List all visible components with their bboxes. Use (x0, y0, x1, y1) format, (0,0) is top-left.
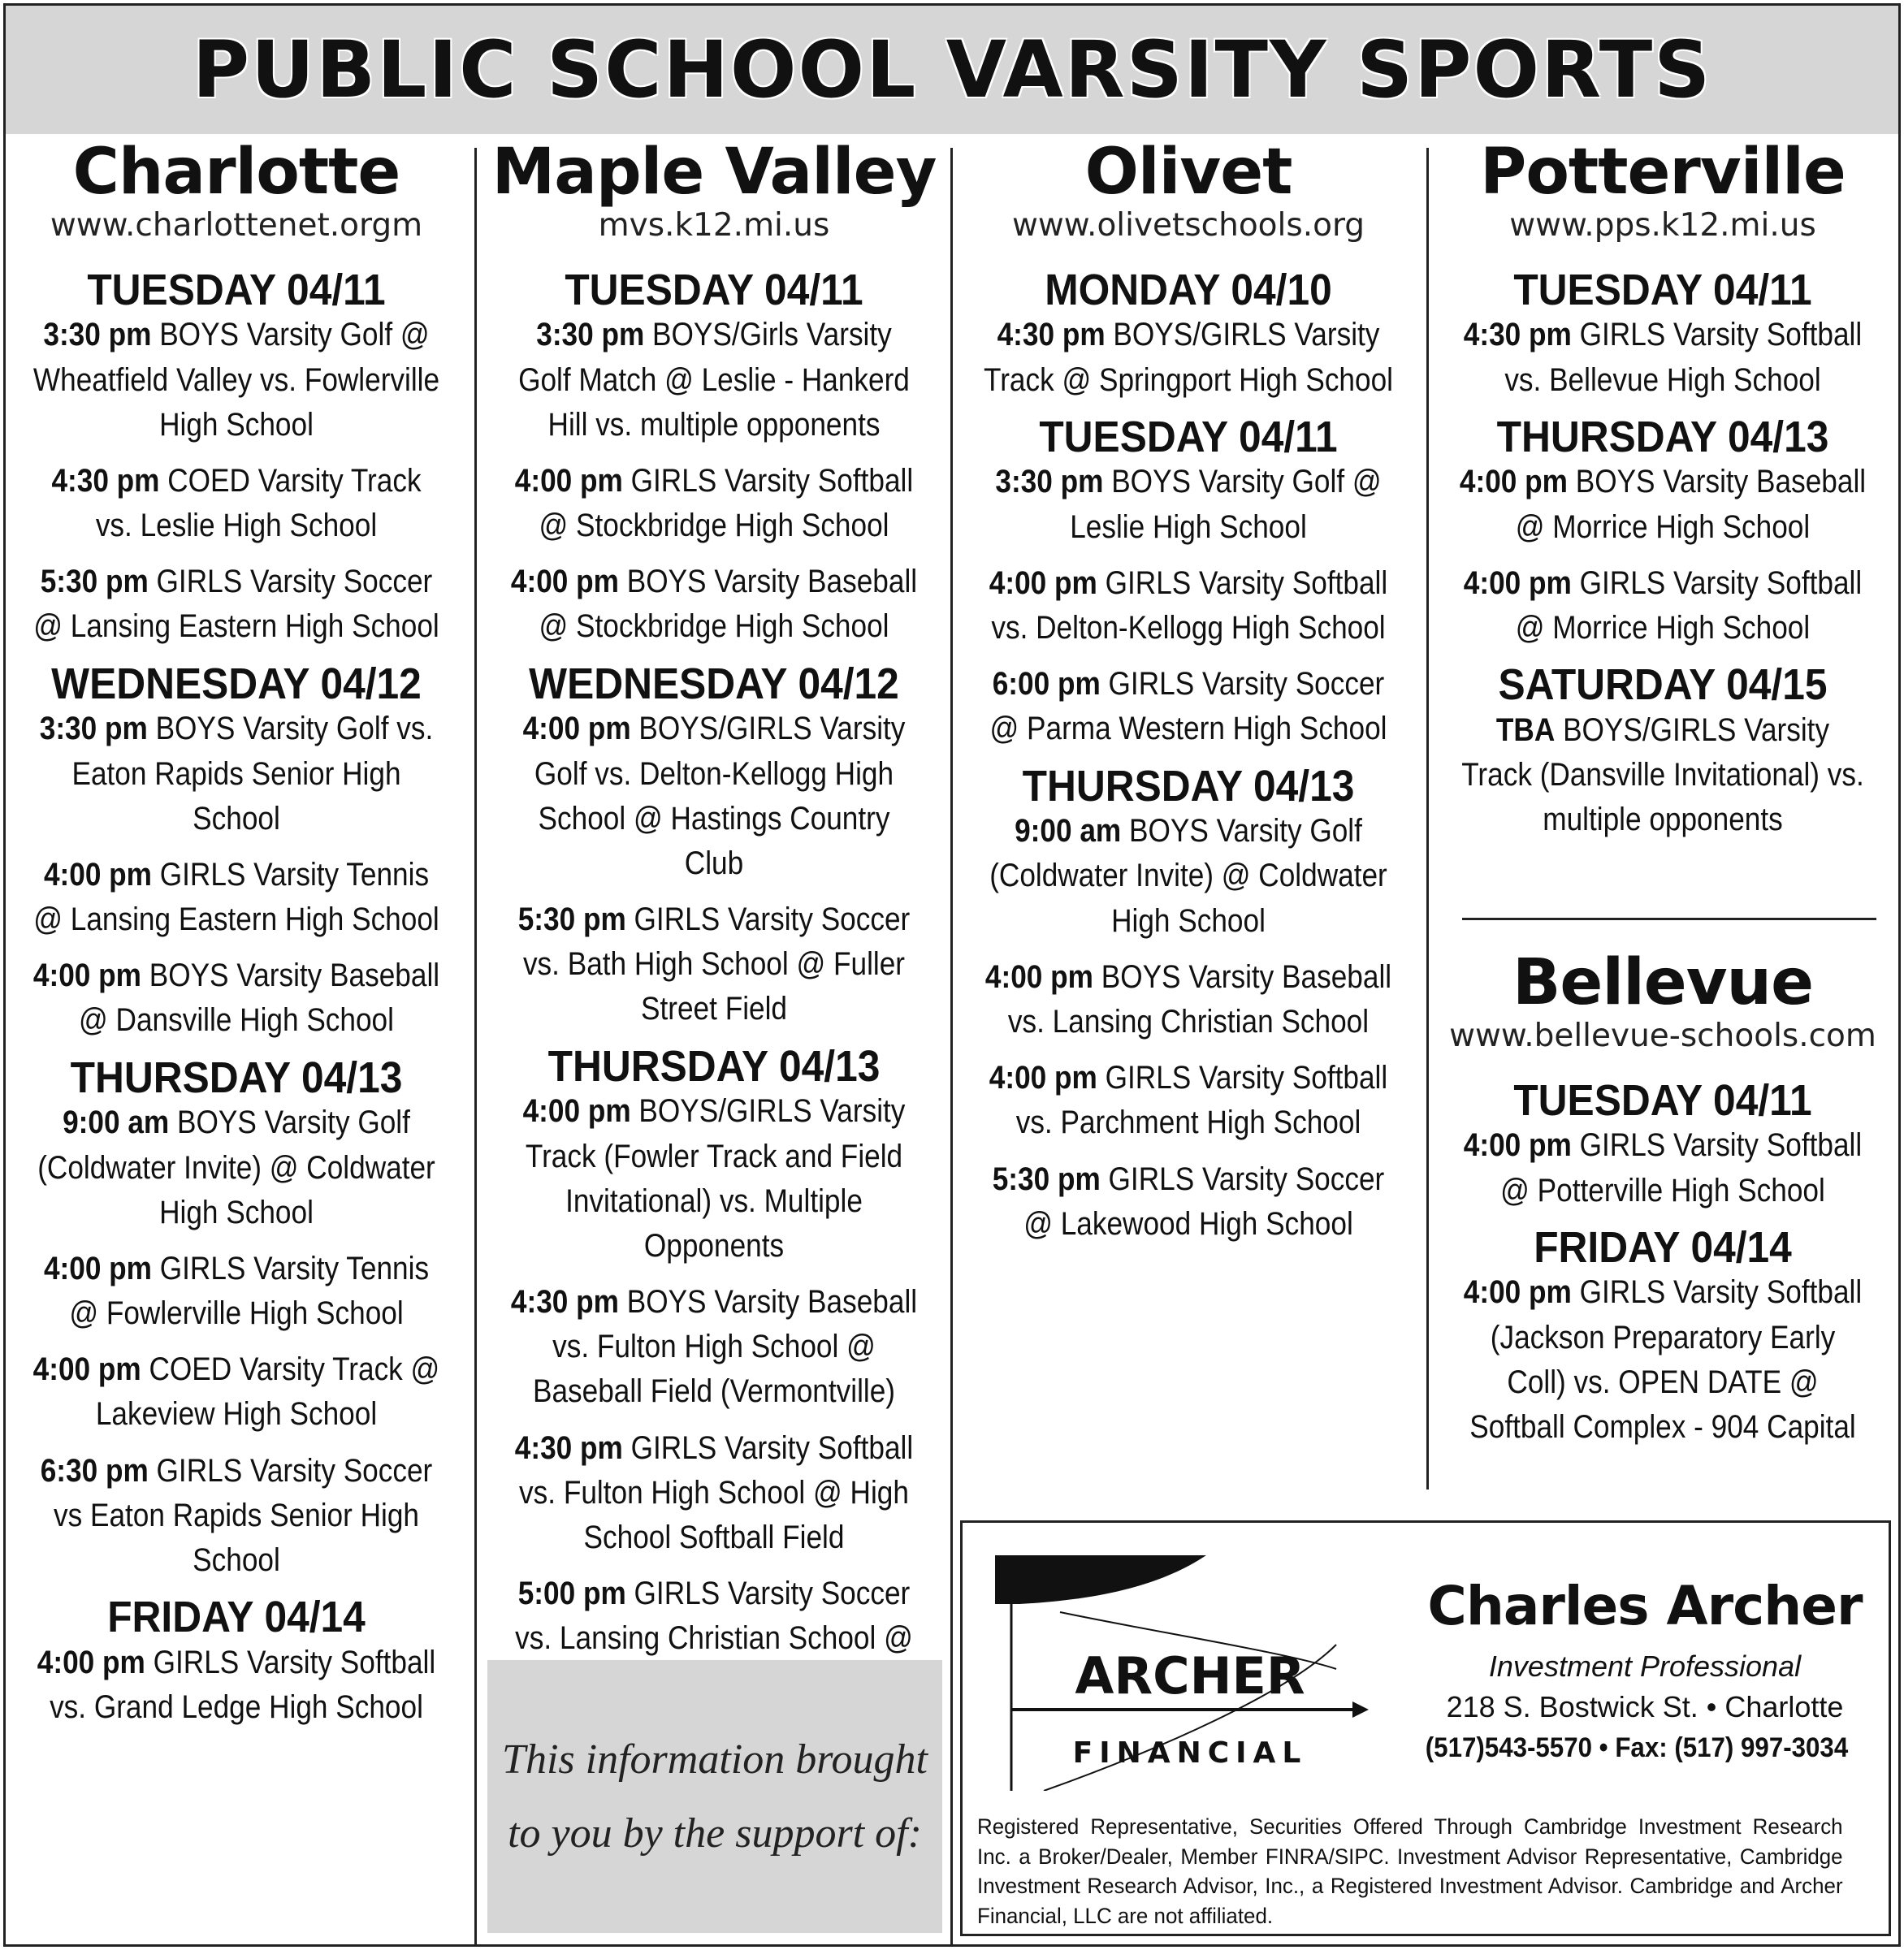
event-description: GIRLS Varsity Softball @ Potterville High School (1500, 1127, 1863, 1208)
event-time: 5:30 pm (992, 1161, 1101, 1197)
day-heading: THURSDAY 04/13 (547, 1041, 881, 1091)
event-item (31, 459, 441, 548)
school-website[interactable]: www.pps.k12.mi.us (1509, 206, 1816, 244)
day-heading: TUESDAY 04/11 (1513, 1075, 1812, 1125)
event-description: COED Varsity Track @ Lakeview High School (95, 1351, 440, 1433)
event-item (31, 1100, 441, 1235)
header-banner (6, 6, 1898, 134)
event-item (1457, 708, 1867, 843)
event-description: BOYS Varsity Golf (Coldwater Invite) @ Coldwater High School (37, 1105, 435, 1230)
event-time: 4:00 pm (1463, 564, 1572, 601)
event-item (31, 953, 441, 1043)
archer-financial-logo (995, 1555, 1369, 1791)
school-column-olivet (955, 136, 1422, 1258)
sponsor-note: This information brought to you by the support of: (502, 1736, 928, 1857)
event-time: 4:00 pm (984, 958, 1093, 995)
column-divider (1426, 148, 1429, 1490)
school-column-charlotte (3, 136, 470, 1741)
event-description: GIRLS Varsity Softball vs. Bellevue High School (1504, 317, 1863, 398)
event-item (508, 1089, 921, 1269)
event-time: 4:30 pm (514, 1429, 623, 1466)
event-time: 4:00 pm (1463, 1274, 1572, 1311)
event-time: 4:00 pm (522, 1093, 631, 1130)
event-time: 9:00 am (63, 1105, 170, 1141)
event-description: GIRLS Varsity Soccer vs. Bath High School @ Fuller Street Field (522, 901, 911, 1027)
event-item (31, 313, 441, 448)
event-item (983, 809, 1393, 944)
event-item (983, 662, 1393, 751)
day-heading: WEDNESDAY 04/12 (529, 659, 899, 708)
event-description: GIRLS Varsity Tennis @ Fowlerville High School (69, 1250, 430, 1332)
school-name: Bellevue (1512, 946, 1813, 1019)
advertiser-disclaimer: Registered Representative, Securities Offered Through Cambridge Investment Research Inc. a Broker/Dealer, Member FINRA/SIPC. Investment Advisor Representative, Cambridge Investment Research Advisor, Inc., a Registered Investment Advisor. Cambridge and Archer Financial, LLC are not affiliated. (977, 1814, 1843, 1929)
page-title: PUBLIC SCHOOL VARSITY SPORTS (192, 24, 1712, 115)
event-description: GIRLS Varsity Soccer vs Eaton Rapids Senior High School (53, 1452, 433, 1579)
event-time: 4:00 pm (37, 1644, 145, 1680)
event-item (508, 1280, 921, 1415)
event-time: 4:00 pm (1463, 1127, 1572, 1164)
section-divider (1462, 918, 1876, 920)
event-time: 3:30 pm (43, 317, 152, 353)
event-description: BOYS/GIRLS Varsity Track (Dansville Invitational) vs. multiple opponents (1461, 711, 1864, 838)
event-item (31, 560, 441, 649)
event-time: 4:00 pm (43, 856, 152, 893)
event-description: BOYS Varsity Baseball @ Morrice High School (1515, 464, 1867, 545)
event-item (1457, 1123, 1867, 1213)
event-time: 3:30 pm (536, 317, 645, 353)
event-item (31, 1247, 441, 1336)
advertiser-title: Investment Professional (1488, 1650, 1802, 1683)
school-name: Potterville (1480, 136, 1846, 209)
event-description: BOYS Varsity Golf vs. Eaton Rapids Senior High School (71, 711, 434, 837)
event-item (508, 459, 921, 548)
event-time: 5:30 pm (40, 564, 149, 600)
event-item (31, 1347, 441, 1437)
day-heading: TUESDAY 04/11 (87, 265, 386, 314)
school-name: Maple Valley (491, 136, 937, 209)
event-time: 4:00 pm (514, 462, 623, 499)
event-description: GIRLS Varsity Softball vs. Parchment High School (1015, 1060, 1388, 1141)
event-time: 3:30 pm (39, 711, 148, 747)
day-heading: THURSDAY 04/13 (70, 1053, 403, 1102)
event-item (508, 1426, 921, 1561)
school-column-potterville (1430, 136, 1896, 854)
sponsor-note-box (487, 1660, 942, 1933)
event-item (1457, 1270, 1867, 1450)
advertiser-name: Charles Archer (1427, 1575, 1863, 1637)
event-time: 4:00 pm (32, 1351, 141, 1388)
day-heading: WEDNESDAY 04/12 (51, 659, 422, 708)
event-item (983, 955, 1393, 1044)
event-item (508, 313, 921, 448)
event-item (31, 1641, 441, 1730)
event-description: BOYS Varsity Baseball @ Stockbridge High School (539, 564, 918, 645)
event-description: GIRLS Varsity Soccer @ Lakewood High School (1023, 1161, 1385, 1242)
event-description: GIRLS Varsity Softball (Jackson Preparatory Early Coll) vs. OPEN DATE @ Softball Complex - 904 Capital (1469, 1274, 1863, 1445)
event-time: 4:30 pm (1463, 317, 1572, 353)
event-time: 6:00 pm (992, 666, 1101, 703)
event-time: 3:30 pm (995, 464, 1104, 500)
event-time: 4:00 pm (510, 564, 619, 600)
event-description: COED Varsity Track vs. Leslie High School (95, 462, 422, 544)
event-time: 4:00 pm (1459, 464, 1568, 500)
event-item (1457, 460, 1867, 549)
event-item (983, 1056, 1393, 1145)
event-description: GIRLS Varsity Softball vs. Delton-Kellogg High School (991, 564, 1388, 646)
school-column-bellevue (1430, 946, 1896, 1461)
event-time: 4:00 pm (32, 958, 141, 994)
day-heading: SATURDAY 04/15 (1498, 660, 1828, 710)
event-item (508, 560, 921, 649)
advertisement (960, 1520, 1891, 1936)
event-time: 4:30 pm (997, 317, 1106, 353)
school-website[interactable]: www.olivetschools.org (1011, 206, 1365, 244)
event-description: GIRLS Varsity Softball vs. Grand Ledge High School (50, 1644, 436, 1726)
event-item (1457, 561, 1867, 651)
event-time: 4:00 pm (522, 711, 631, 747)
event-description: GIRLS Varsity Tennis @ Lansing Eastern High School (33, 856, 439, 938)
event-time: 9:00 am (1015, 813, 1122, 850)
event-time: 5:00 pm (517, 1576, 626, 1612)
school-name: Charlotte (72, 136, 400, 209)
advertiser-phone: (517)543-5570 • Fax: (517) 997-3034 (1425, 1732, 1849, 1763)
day-heading: THURSDAY 04/13 (1496, 412, 1829, 461)
event-description: GIRLS Varsity Soccer @ Lansing Eastern High School (33, 564, 439, 645)
event-description: GIRLS Varsity Soccer vs. Lansing Christian School @ (515, 1576, 913, 1657)
event-item (31, 1449, 441, 1584)
event-time: 4:00 pm (43, 1250, 152, 1286)
day-heading: TUESDAY 04/11 (565, 265, 863, 314)
event-description: BOYS Varsity Baseball @ Dansville High School (79, 958, 440, 1039)
event-item (31, 853, 441, 942)
event-time: 4:00 pm (989, 564, 1097, 601)
event-item (508, 897, 921, 1032)
event-description: GIRLS Varsity Softball @ Stockbridge High School (539, 462, 914, 544)
event-item (508, 707, 921, 886)
event-time: TBA (1495, 711, 1556, 748)
event-item (983, 1157, 1393, 1247)
day-heading: TUESDAY 04/11 (1039, 412, 1338, 461)
school-name: Olivet (1084, 136, 1292, 209)
school-website[interactable]: mvs.k12.mi.us (598, 206, 830, 244)
event-description: BOYS/GIRLS Varsity Track (Fowler Track and Field Invitational) vs. Multiple Opponents (525, 1093, 906, 1264)
event-time: 4:30 pm (51, 462, 160, 499)
event-description: BOYS/Girls Varsity Golf Match @ Leslie - Hankerd Hill vs. multiple opponents (518, 317, 910, 443)
day-heading: MONDAY 04/10 (1045, 265, 1332, 314)
day-heading: FRIDAY 04/14 (1534, 1222, 1792, 1272)
school-website[interactable]: www.charlottenet.orgm (50, 206, 423, 244)
logo-word-archer: ARCHER (1075, 1646, 1305, 1706)
event-description: GIRLS Varsity Soccer @ Parma Western High School (989, 666, 1387, 747)
school-website[interactable]: www.bellevue-schools.com (1449, 1017, 1876, 1054)
day-heading: FRIDAY 04/14 (107, 1593, 366, 1642)
event-description: GIRLS Varsity Softball vs. Fulton High School @ High School Softball Field (519, 1429, 914, 1556)
column-divider (950, 148, 953, 1946)
event-item (1457, 313, 1867, 402)
event-item (31, 707, 441, 841)
event-time: 6:30 pm (40, 1452, 149, 1489)
event-description: BOYS Varsity Golf @ Wheatfield Valley vs. Fowlerville High School (32, 317, 440, 443)
event-description: BOYS/GIRLS Varsity Golf vs. Delton-Kellogg High School @ Hastings Country Club (534, 711, 906, 881)
day-heading: TUESDAY 04/11 (1513, 265, 1812, 314)
event-description: BOYS/GIRLS Varsity Track @ Springport High School (984, 317, 1393, 398)
column-divider (474, 148, 477, 1946)
event-description: BOYS Varsity Baseball vs. Lansing Christian School (1007, 958, 1392, 1040)
advertiser-address: 218 S. Bostwick St. • Charlotte (1446, 1690, 1844, 1723)
event-time: 4:30 pm (510, 1284, 619, 1321)
school-column-maple-valley (479, 136, 949, 1718)
event-item (983, 561, 1393, 651)
event-description: BOYS Varsity Golf (Coldwater Invite) @ Coldwater High School (989, 813, 1387, 939)
event-time: 5:30 pm (517, 901, 626, 938)
event-description: GIRLS Varsity Softball @ Morrice High School (1515, 564, 1863, 646)
event-time: 4:00 pm (989, 1060, 1097, 1096)
event-item (983, 460, 1393, 549)
logo-word-financial: FINANCIAL (1072, 1736, 1308, 1770)
event-description: BOYS Varsity Baseball vs. Fulton High School @ Baseball Field (Vermontville) (532, 1284, 918, 1410)
event-item (983, 313, 1393, 402)
day-heading: THURSDAY 04/13 (1022, 761, 1355, 811)
event-description: BOYS Varsity Golf @ Leslie High School (1070, 464, 1382, 545)
